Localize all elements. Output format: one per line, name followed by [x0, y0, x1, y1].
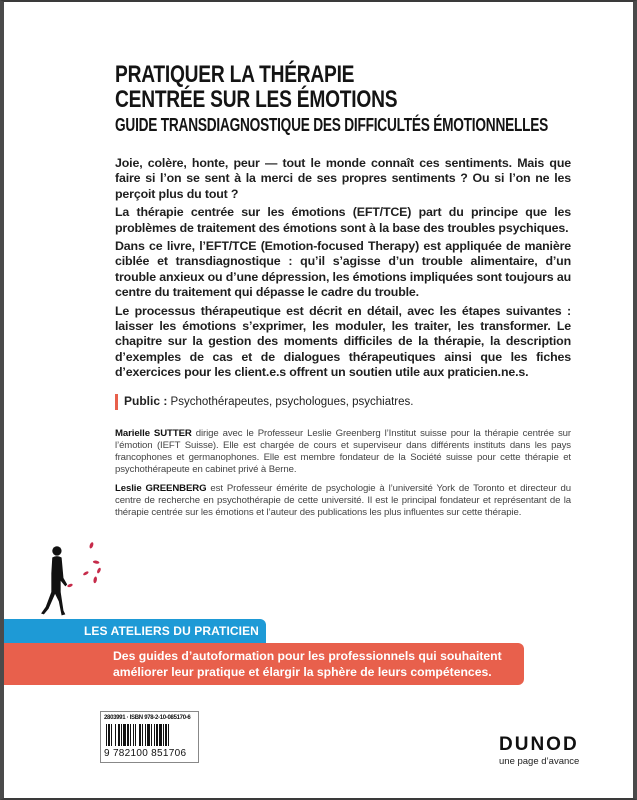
blurb-paragraph: Dans ce livre, l’EFT/TCE (Emotion-focused Therapy) est appliquée de manière ciblée et transdiagnostique : qu’il s’agisse d’un trouble alimentaire, d’un trouble anxieux ou d’une dépression, les émotions impliquées sont toujours au centre du traitement qui dépasse le cadre du trouble. — [115, 239, 571, 300]
blurb-paragraph: Le processus thérapeutique est décrit en détail, avec les étapes suivantes : laisser les émotions s’exprimer, les moduler, les traiter, les transformer. Le chapitre sur la gestion des moments difficiles de la thérapie, la description d’exemples de cas et de dialogues thérapeutiques ainsi que les fiches d’exercices pour les client.e.s offrent un soutien utile aux praticien.ne.s. — [115, 303, 571, 380]
barcode-bar — [115, 724, 116, 746]
barcode-bar — [142, 724, 143, 746]
barcode-bars — [106, 724, 193, 746]
collection-tagline-line: améliorer leur pratique et élargir la sphère de leurs compétences. — [113, 665, 492, 679]
title-line-2: CENTRÉE SUR LES ÉMOTIONS — [115, 86, 398, 113]
barcode-bar — [154, 724, 155, 746]
collection-tagline-band — [4, 643, 524, 685]
barcode-bar — [123, 724, 126, 746]
back-cover-text — [115, 156, 571, 519]
author-bio-text: dirige avec le Professeur Leslie Greenberg l’Institut suisse pour la thérapie centrée sur l’émotion (IEFT Suisse). Elle est chargée de cours et superviseur dans différents instituts dans les pays francophones et germanophones. Elle est membre fondateur de la Société suisse pour cette thérapie et psychothérapeute en cabinet privé à Berne. — [115, 427, 571, 476]
barcode-bar — [118, 724, 120, 746]
barcode-bar — [165, 724, 167, 746]
audience-line — [115, 394, 571, 410]
author-name: Leslie GREENBERG — [115, 482, 207, 494]
barcode-bar — [135, 724, 136, 746]
audience-label: Public : — [124, 393, 168, 408]
blurb-paragraph: Joie, colère, honte, peur — tout le monde connaît ces sentiments. Mais que faire si l’on se sent à la merci de ses propres sentiments ? Ou si l’on ne les perçoit plus du tout ? — [115, 156, 571, 201]
author-bio — [115, 428, 571, 477]
author-bio-text: est Professeur émérite de psychologie à l’université York de Toronto et directeur du centre de recherche en psychothérapie de cette université. Il est le principal fondateur et représentant de la thérapie centrée sur les émotions et l’auteur des publications les plus influentes sur cette thérapie. — [115, 482, 571, 518]
publisher-name: DUNOD — [499, 734, 579, 755]
collection-tagline-line: Des guides d’autoformation pour les professionnels qui souhaitent — [113, 649, 502, 663]
author-bio — [115, 483, 571, 520]
subtitle: GUIDE TRANSDIAGNOSTIQUE DES DIFFICULTÉS ÉMOTIONNELLES — [115, 115, 549, 135]
collection-name: LES ATELIERS DU PRATICIEN — [84, 624, 259, 638]
collection-tagline — [113, 648, 502, 680]
barcode-bar — [121, 724, 122, 746]
barcode — [100, 711, 199, 763]
barcode-bar — [106, 724, 107, 746]
publisher-tagline: une page d’avance — [499, 756, 580, 767]
barcode-bar — [111, 724, 112, 746]
walking-man-illustration — [30, 536, 110, 620]
title-line-1: PRATIQUER LA THÉRAPIE — [115, 61, 355, 88]
blurb-paragraph: La thérapie centrée sur les émotions (EFT/TCE) part du principe que les problèmes de traitement des émotions sont à la base des troubles psychiques. — [115, 205, 571, 235]
publisher-logo — [499, 735, 579, 767]
petal-icon — [67, 542, 102, 588]
author-name: Marielle SUTTER — [115, 427, 192, 439]
barcode-bar — [130, 724, 131, 746]
barcode-bar — [151, 724, 152, 746]
barcode-bar — [108, 724, 110, 746]
barcode-bar — [168, 724, 169, 746]
barcode-bar — [147, 724, 150, 746]
barcode-bar — [163, 724, 164, 746]
barcode-bar — [139, 724, 141, 746]
blurb — [115, 156, 571, 384]
barcode-bar — [156, 724, 158, 746]
audience-value: Psychothérapeutes, psychologues, psychiatres. — [170, 395, 414, 408]
collection-band — [4, 619, 266, 643]
walking-man-icon — [41, 546, 67, 615]
barcode-bar — [133, 724, 134, 746]
ean-number: 9 782100 851706 — [104, 748, 187, 759]
barcode-bar — [145, 724, 146, 746]
barcode-bar — [127, 724, 129, 746]
barcode-bar — [159, 724, 162, 746]
book-title — [115, 62, 637, 136]
isbn-line: 2803991 · ISBN 978-2-10-085170-6 — [104, 715, 191, 721]
